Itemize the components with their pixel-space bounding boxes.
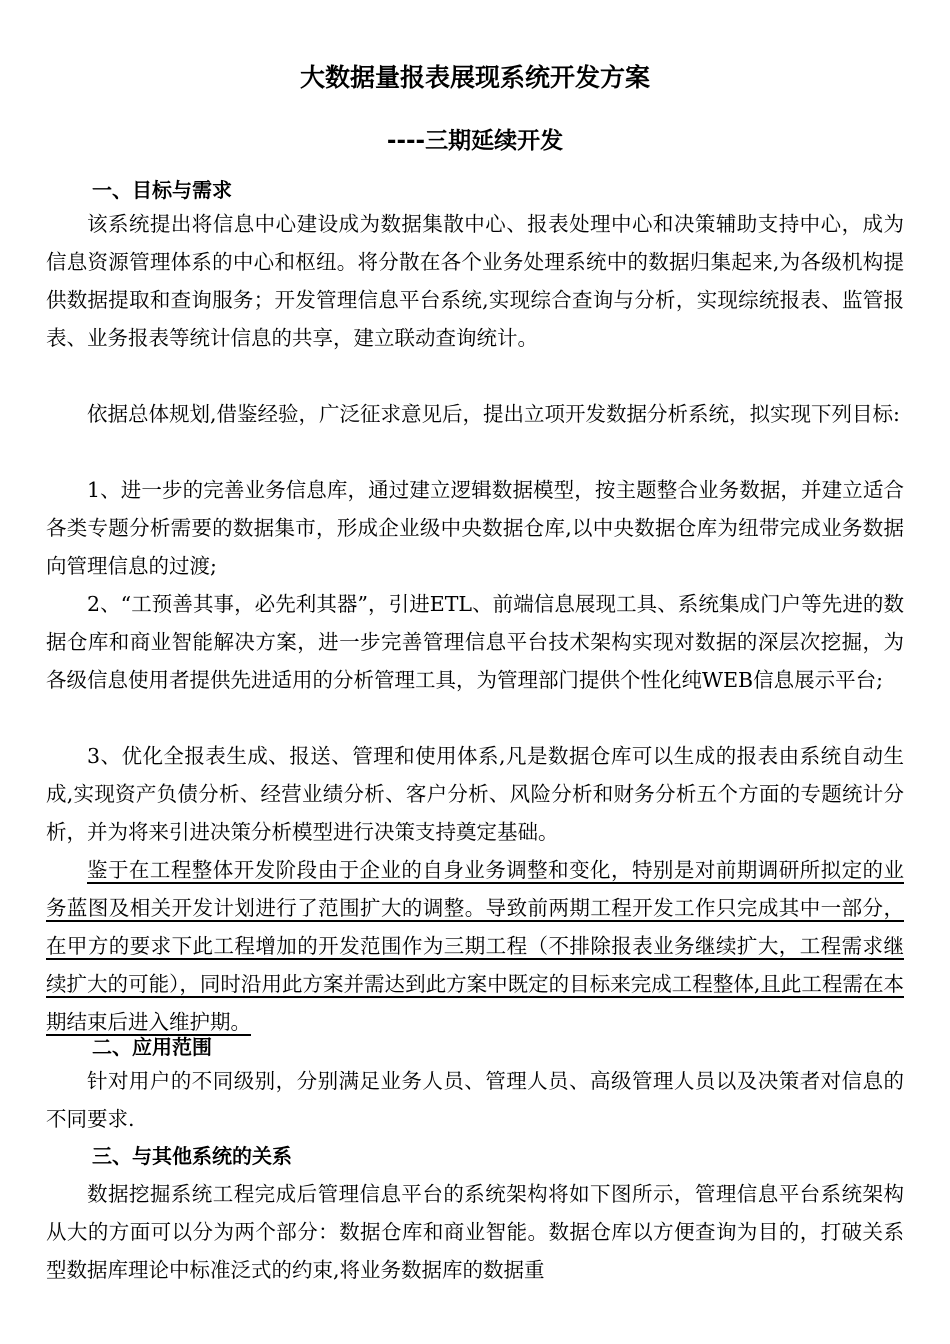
- paragraph-goal-3: 3、优化全报表生成、报送、管理和使用体系,凡是数据仓库可以生成的报表由系统自动生成,实现资产负债分析、经营业绩分析、客户分析、风险分析和财务分析五个方面的专题统计分析，并为将来引进决策分析模型进行决策支持奠定基础。: [46, 744, 904, 844]
- section-heading-relations: 三、与其他系统的关系: [92, 1144, 292, 1168]
- paragraph-scope: 针对用户的不同级别，分别满足业务人员、管理人员、高级管理人员以及决策者对信息的不同要求.: [46, 1069, 904, 1131]
- document-title: 大数据量报表展现系统开发方案: [299, 63, 650, 92]
- paragraph-basis: 依据总体规划,借鉴经验，广泛征求意见后，提出立项开发数据分析系统，拟实现下列目标:: [87, 402, 900, 426]
- paragraph-goal-1: 1、进一步的完善业务信息库，通过建立逻辑数据模型，按主题整合业务数据，并建立适合各类专题分析需要的数据集市，形成企业级中央数据仓库,以中央数据仓库为纽带完成业务数据向管理信息的过渡;: [46, 478, 904, 578]
- document-subtitle: ----三期延续开发: [386, 128, 564, 154]
- paragraph-phase-three-note: 鉴于在工程整体开发阶段由于企业的自身业务调整和变化，特别是对前期调研所拟定的业务蓝图及相关开发计划进行了范围扩大的调整。导致前两期工程开发工作只完成其中一部分，在甲方的要求下此工程增加的开发范围作为三期工程（不排除报表业务继续扩大，工程需求继续扩大的可能），同时沿用此方案并需达到此方案中既定的目标来完成工程整体,且此工程需在本期结束后进入维护期。: [46, 858, 904, 1034]
- section-heading-goals: 一、目标与需求: [92, 178, 232, 202]
- paragraph-relations: 数据挖掘系统工程完成后管理信息平台的系统架构将如下图所示，管理信息平台系统架构从大的方面可以分为两个部分：数据仓库和商业智能。数据仓库以方便查询为目的，打破关系型数据库理论中标准泛式的约束,将业务数据库的数据重: [46, 1182, 904, 1282]
- paragraph-system-overview: 该系统提出将信息中心建设成为数据集散中心、报表处理中心和决策辅助支持中心，成为信息资源管理体系的中心和枢纽。将分散在各个业务处理系统中的数据归集起来,为各级机构提供数据提取和查询服务；开发管理信息平台系统,实现综合查询与分析，实现综统报表、监管报表、业务报表等统计信息的共享，建立联动查询统计。: [46, 212, 904, 350]
- paragraph-goal-2: 2、“工预善其事，必先利其器”，引进ETL、前端信息展现工具、系统集成门户等先进的数据仓库和商业智能解决方案，进一步完善管理信息平台技术架构实现对数据的深层次挖掘，为各级信息使用者提供先进适用的分析管理工具，为管理部门提供个性化纯WEB信息展示平台;: [46, 592, 904, 692]
- section-heading-scope: 二、应用范围: [92, 1035, 212, 1059]
